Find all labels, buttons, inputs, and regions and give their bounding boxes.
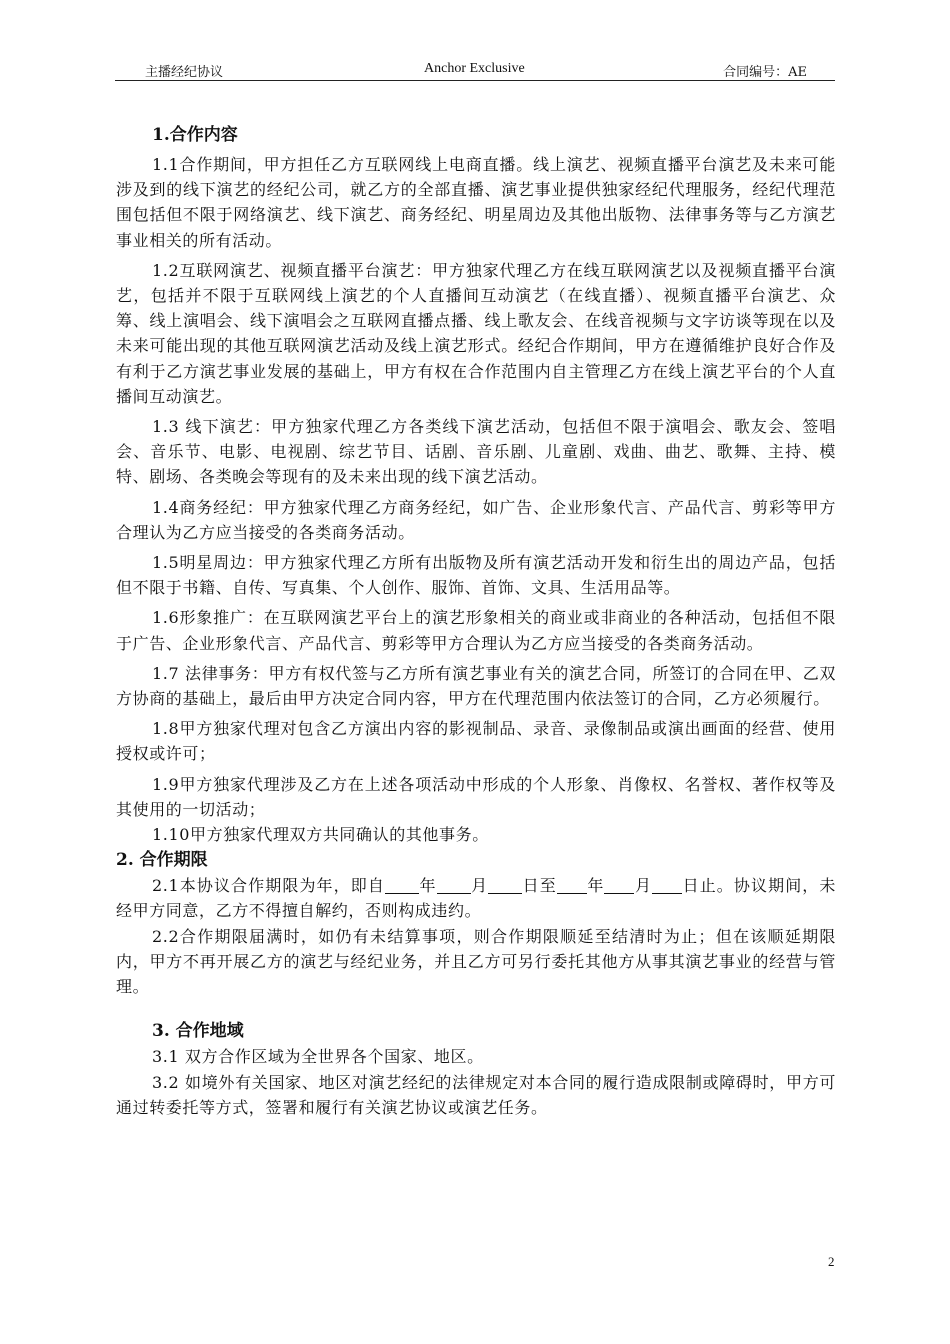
section-3-title: 3. 合作地域: [152, 1021, 244, 1042]
day-to-label: 日至: [522, 876, 557, 896]
header-doc-subtitle: Anchor Exclusive: [424, 61, 525, 76]
section-2-title: 2. 合作期限: [116, 850, 208, 871]
start-month-blank[interactable]: [437, 877, 471, 894]
clause-1-8: 1.8甲方独家代理对包含乙方演出内容的影视制品、录音、录像制品或演出画面的经营、使用授权或许可；: [116, 719, 836, 764]
section-1-title: 1.合作内容: [152, 125, 238, 145]
end-year-blank[interactable]: [557, 877, 587, 894]
clause-1-5: 1.5明星周边：甲方独家代理乙方所有出版物及所有演艺活动开发和衍生出的周边产品，包括但不限于书籍、自传、写真集、个人创作、服饰、首饰、文具、生活用品等。: [116, 553, 836, 598]
clause-1-1: 1.1合作期间，甲方担任乙方互联网线上电商直播。线上演艺、视频直播平台演艺及未来可能涉及到的线下演艺的经纪公司，就乙方的全部直播、演艺事业提供独家经纪代理服务，经纪代理范围包括但不限于网络演艺、线下演艺、商务经纪、明星周边及其他出版物、法律事务等与乙方演艺事业相关的所有活动。: [116, 155, 836, 250]
clause-1-4: 1.4商务经纪：甲方独家代理乙方商务经纪，如广告、企业形象代言、产品代言、剪彩等甲方合理认为乙方应当接受的各类商务活动。: [116, 497, 836, 542]
start-day-blank[interactable]: [488, 877, 522, 894]
clause-1-10: 1.10甲方独家代理双方共同确认的其他事务。: [152, 825, 489, 845]
end-day-blank[interactable]: [652, 877, 682, 894]
clause-2-2: 2.2合作期限届满时，如仍有未结算事项，则合作期限顺延至结清时为止；但在该顺延期限内，甲方不再开展乙方的演艺与经纪业务，并且乙方可另行委托其他方从事其演艺事业的经营与管理。: [116, 926, 836, 997]
clause-2-1-tail: 日止。协议期间，未经甲方同意，乙方不得擅自解约，否则构成违约。: [116, 876, 836, 921]
start-year-blank[interactable]: [385, 877, 419, 894]
clause-1-6: 1.6形象推广：在互联网演艺平台上的演艺形象相关的商业或非商业的各种活动，包括但不限于广告、企业形象代言、产品代言、剪彩等甲方合理认为乙方应当接受的各类商务活动。: [116, 608, 836, 653]
header-doc-title: 主播经纪协议: [145, 65, 224, 80]
end-month-blank[interactable]: [604, 877, 634, 894]
clause-3-1: 3.1 双方合作区域为全世界各个国家、地区。: [152, 1047, 484, 1067]
clause-2-1: [116, 873, 836, 923]
clause-1-9: 1.9甲方独家代理涉及乙方在上述各项活动中形成的个人形象、肖像权、名誉权、著作权等及其使用的一切活动；: [116, 774, 836, 819]
end-month-label: 月: [634, 876, 653, 896]
page-header: [115, 60, 835, 81]
document-body: [116, 122, 836, 1120]
year-label: 年: [418, 876, 437, 896]
clause-1-3: 1.3 线下演艺：甲方独家代理乙方各类线下演艺活动，包括但不限于演唱会、歌友会、签唱会、音乐节、电影、电视剧、综艺节目、话剧、音乐剧、儿童剧、戏曲、曲艺、歌舞、主持、模特、剧场、各类晚会等现有的及未来出现的线下演艺活动。: [116, 417, 836, 487]
clause-2-1-lead: 2.1本协议合作期限为年，即自: [152, 876, 385, 896]
end-year-label: 年: [586, 876, 605, 896]
clause-1-7: 1.7 法律事务：甲方有权代签与乙方所有演艺事业有关的演艺合同，所签订的合同在甲、乙双方协商的基础上，最后由甲方决定合同内容，甲方在代理范围内依法签订的合同，乙方必须履行。: [116, 663, 836, 709]
header-contract-number: 合同编号：AE: [723, 65, 807, 80]
month-label: 月: [470, 876, 489, 896]
spacer: [116, 1004, 836, 1018]
clause-3-2: 3.2 如境外有关国家、地区对演艺经纪的法律规定对本合同的履行造成限制或障碍时，甲方可通过转委托等方式，签署和履行有关演艺协议或演艺任务。: [116, 1072, 836, 1117]
clause-1-2: 1.2互联网演艺、视频直播平台演艺：甲方独家代理乙方在线互联网演艺以及视频直播平台演艺，包括并不限于互联网线上演艺的个人直播间互动演艺（在线直播）、视频直播平台演艺、众筹、线上演唱会、线下演唱会之互联网直播点播、线上歌友会、在线音视频与文字访谈等现在以及未来可能出现的其他互联网演艺活动及线上演艺形式。经纪合作期间，甲方在遵循维护良好合作及有利于乙方演艺事业发展的基础上，甲方有权在合作范围内自主管理乙方在线上演艺平台的个人直播间互动演艺。: [116, 260, 836, 406]
page-number: 2: [828, 1254, 835, 1269]
